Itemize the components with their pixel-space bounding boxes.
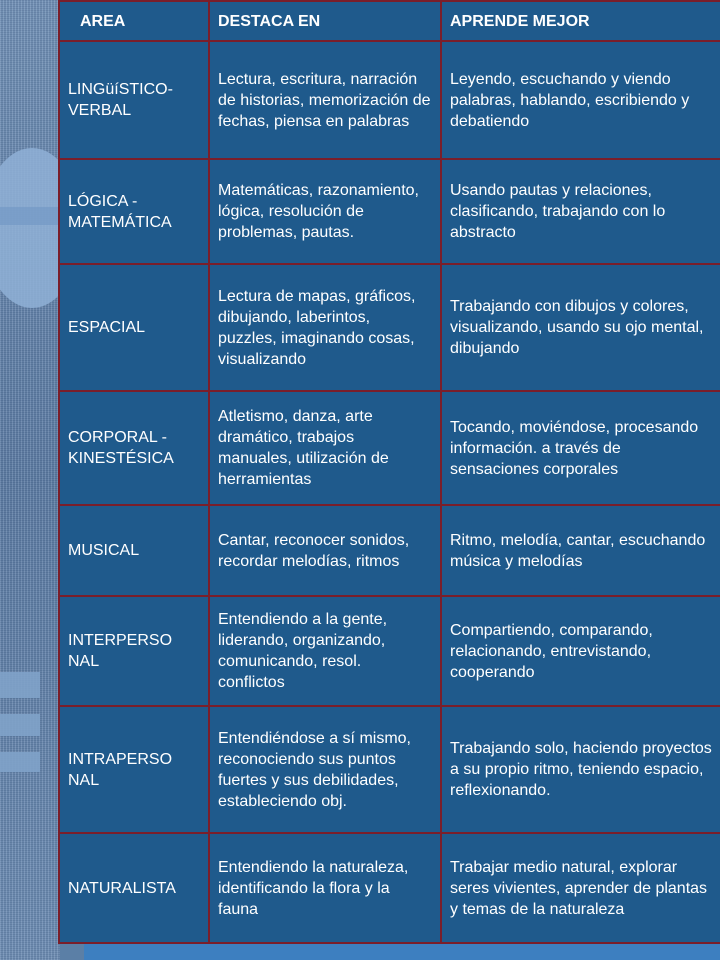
cell-area: CORPORAL - KINESTÉSICA: [59, 391, 209, 505]
table-row: [59, 833, 720, 943]
cell-area: LÓGICA - MATEMÁTICA: [59, 159, 209, 264]
cell-destaca-en: Lectura, escritura, narración de historias, memorización de fechas, piensa en palabras: [209, 41, 441, 159]
cell-aprende-mejor: Leyendo, escuchando y viendo palabras, hablando, escribiendo y debatiendo: [441, 41, 720, 159]
cell-aprende-mejor: Tocando, moviéndose, procesando información. a través de sensaciones corporales: [441, 391, 720, 505]
decorative-block: [0, 714, 40, 736]
cell-area: INTERPERSO NAL: [59, 596, 209, 706]
cell-aprende-mejor: Ritmo, melodía, cantar, escuchando música y melodías: [441, 505, 720, 596]
table-row: [59, 159, 720, 264]
decorative-block: [0, 752, 40, 772]
cell-destaca-en: Entendiéndose a sí mismo, reconociendo sus puntos fuertes y sus debilidades, estableciendo obj.: [209, 706, 441, 833]
cell-destaca-en: Matemáticas, razonamiento, lógica, resolución de problemas, pautas.: [209, 159, 441, 264]
header-area: AREA: [59, 1, 209, 41]
cell-area: LINGüíSTICO-VERBAL: [59, 41, 209, 159]
header-aprende-mejor: APRENDE MEJOR: [441, 1, 720, 41]
cell-area: INTRAPERSO NAL: [59, 706, 209, 833]
cell-aprende-mejor: Usando pautas y relaciones, clasificando, trabajando con lo abstracto: [441, 159, 720, 264]
cell-destaca-en: Entendiendo la naturaleza, identificando la flora y la fauna: [209, 833, 441, 943]
cell-aprende-mejor: Trabajando con dibujos y colores, visualizando, usando su ojo mental, dibujando: [441, 264, 720, 391]
table-row: [59, 706, 720, 833]
intelligences-table: [58, 0, 720, 944]
table-row: [59, 391, 720, 505]
table-row: [59, 264, 720, 391]
cell-aprende-mejor: Trabajando solo, haciendo proyectos a su propio ritmo, teniendo espacio, reflexionando.: [441, 706, 720, 833]
decorative-block: [0, 672, 40, 698]
table-header-row: [59, 1, 720, 41]
table-row: [59, 41, 720, 159]
cell-area: ESPACIAL: [59, 264, 209, 391]
cell-destaca-en: Entendiendo a la gente, liderando, organizando, comunicando, resol. conflictos: [209, 596, 441, 706]
cell-aprende-mejor: Compartiendo, comparando, relacionando, entrevistando, cooperando: [441, 596, 720, 706]
cell-destaca-en: Lectura de mapas, gráficos, dibujando, laberintos, puzzles, imaginando cosas, visualizando: [209, 264, 441, 391]
header-destaca-en: DESTACA EN: [209, 1, 441, 41]
cell-aprende-mejor: Trabajar medio natural, explorar seres vivientes, aprender de plantas y temas de la naturaleza: [441, 833, 720, 943]
cell-area: NATURALISTA: [59, 833, 209, 943]
table-row: [59, 505, 720, 596]
cell-destaca-en: Cantar, reconocer sonidos, recordar melodías, ritmos: [209, 505, 441, 596]
cell-destaca-en: Atletismo, danza, arte dramático, trabajos manuales, utilización de herramientas: [209, 391, 441, 505]
decorative-left-strip: [0, 0, 60, 960]
cell-area: MUSICAL: [59, 505, 209, 596]
table-row: [59, 596, 720, 706]
